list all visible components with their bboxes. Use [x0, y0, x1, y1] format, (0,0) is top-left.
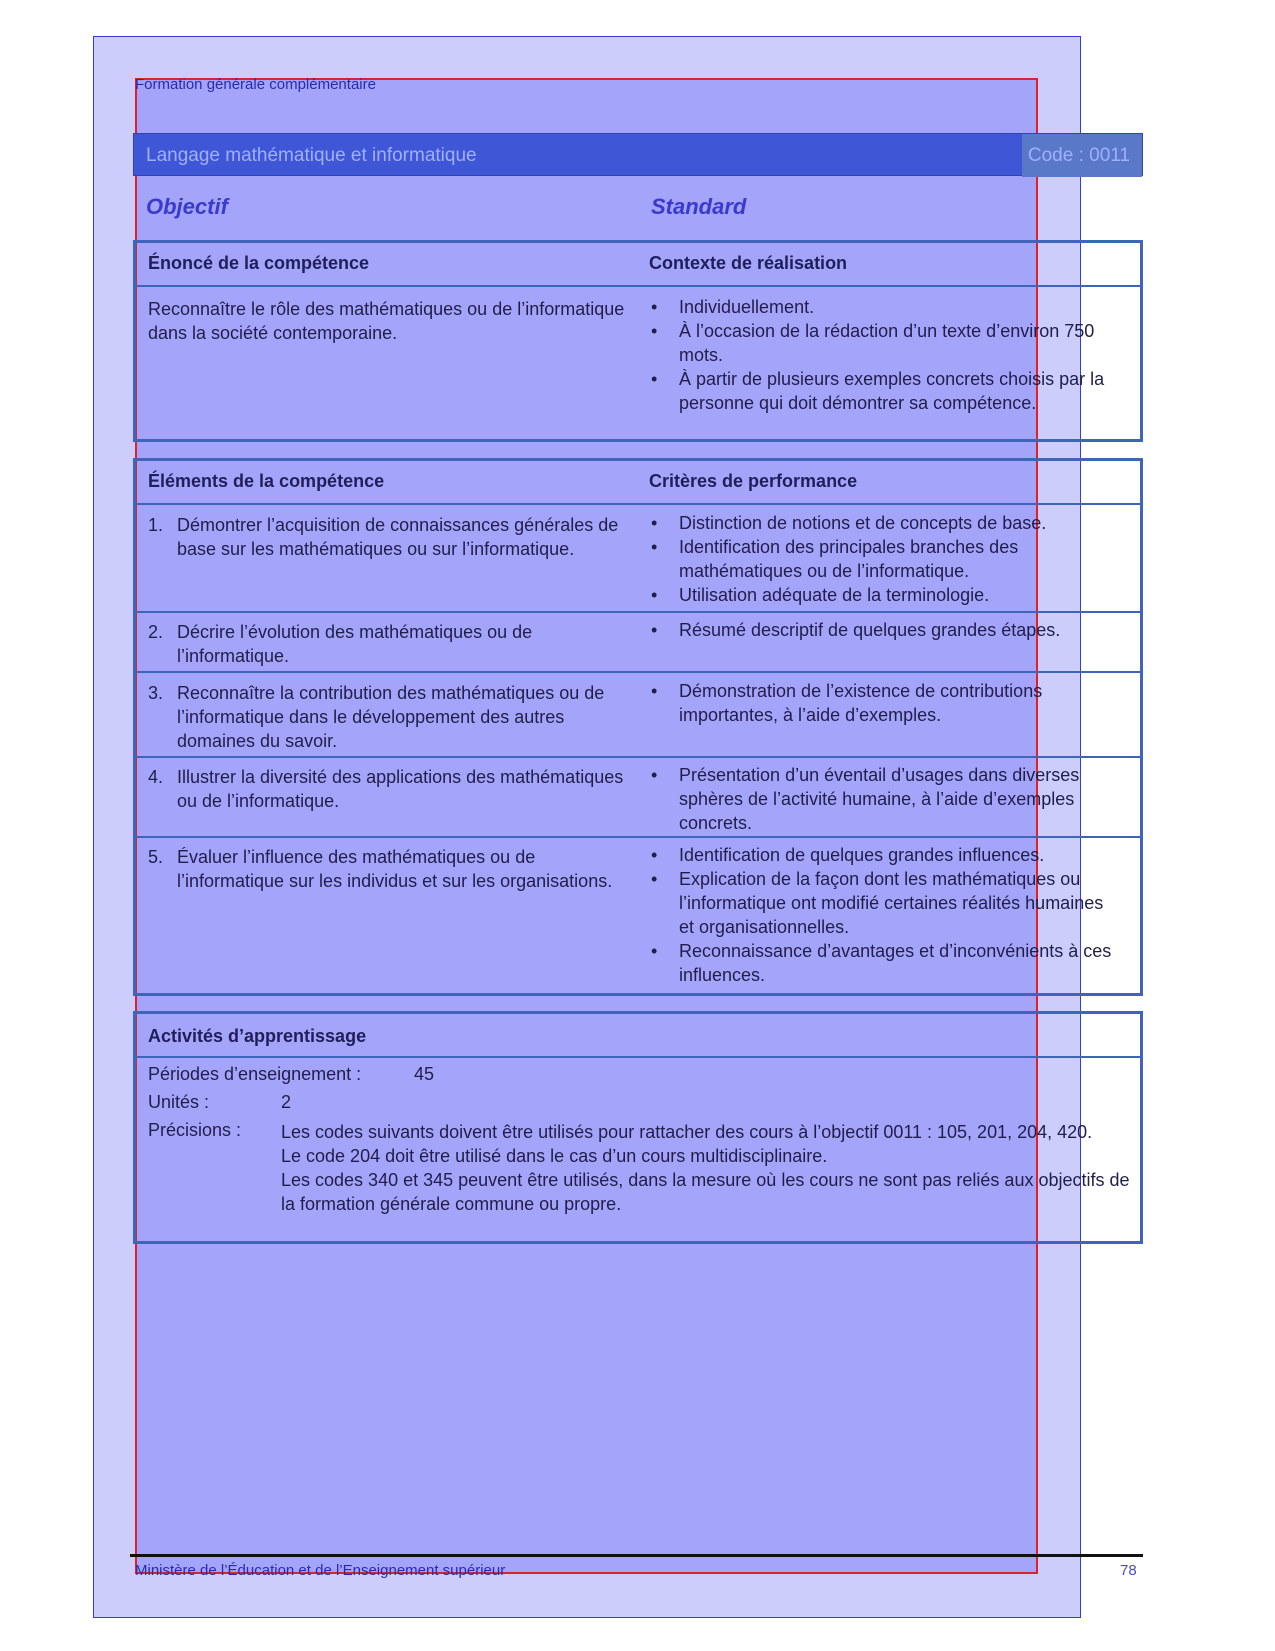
element-text: Évaluer l’influence des mathématiques ou de l’informatique sur les individus et sur les organisations.	[177, 847, 613, 891]
element-row-5	[148, 845, 628, 893]
contexte-header: Contexte de réalisation	[649, 253, 848, 273]
running-header: Formation générale complémentaire	[135, 76, 376, 93]
page-number: 78	[1120, 1562, 1137, 1579]
objectif-label: Objectif	[146, 194, 228, 219]
criterion: • Identification de quelques grandes influences.	[649, 843, 1119, 867]
element-text: Démontrer l’acquisition de connaissances générales de base sur les mathématiques ou sur l’informatique.	[177, 515, 619, 559]
elements-header	[136, 461, 1140, 505]
title-bar	[133, 133, 1143, 176]
units-label: Unités :	[148, 1092, 210, 1112]
elements-header-label: Éléments de la compétence	[148, 471, 385, 491]
row-divider	[136, 611, 1140, 613]
course-title: Langage mathématique et informatique	[146, 145, 477, 166]
criteria-row-5	[649, 843, 1119, 987]
activities-header	[136, 1014, 1140, 1058]
element-text: Illustrer la diversité des applications des mathématiques ou de l’informatique.	[177, 767, 624, 811]
context-item: • Individuellement.	[649, 295, 1119, 319]
units-value: 2	[281, 1092, 292, 1112]
competence-statement: Reconnaître le rôle des mathématiques ou de l’informatique dans la société contemporaine.	[148, 299, 625, 343]
precision-item: Les codes suivants doivent être utilisés pour rattacher des cours à l’objectif 0011 : 105, 201, 204, 420.	[281, 1122, 1093, 1142]
competence-box	[133, 240, 1143, 442]
activities-header-label: Activités d’apprentissage	[148, 1026, 367, 1046]
element-text: Reconnaître la contribution des mathématiques ou de l’informatique dans le développement des autres domaines du savoir.	[177, 683, 605, 751]
row-divider	[136, 671, 1140, 673]
competence-header	[136, 243, 1140, 287]
element-number: 1.	[148, 515, 164, 535]
criteria-row-1	[649, 511, 1119, 607]
criterion: • Résumé descriptif de quelques grandes étapes.	[649, 618, 1119, 642]
element-row-2	[148, 620, 628, 668]
criterion: • Présentation d’un éventail d’usages dans diverses sphères de l’activité humaine, à l’aide d’exemples concrets.	[649, 763, 1119, 835]
row-divider	[136, 836, 1140, 838]
enonce-header: Énoncé de la compétence	[148, 253, 370, 273]
footer-rule	[130, 1554, 1143, 1557]
element-number: 4.	[148, 767, 164, 787]
standard-label: Standard	[651, 194, 747, 219]
element-row-3	[148, 681, 628, 753]
criterion: • Distinction de notions et de concepts de base.	[649, 511, 1119, 535]
element-number: 3.	[148, 683, 164, 703]
criterion: • Utilisation adéquate de la terminologie.	[649, 583, 1119, 607]
elements-box	[133, 458, 1143, 996]
activities-box	[133, 1011, 1143, 1244]
element-text: Décrire l’évolution des mathématiques ou de l’informatique.	[177, 622, 533, 666]
course-code: Code : 0011	[1027, 145, 1130, 166]
element-number: 2.	[148, 622, 164, 642]
element-row-1	[148, 513, 628, 561]
criterion: • Identification des principales branches des mathématiques ou de l’informatique.	[649, 535, 1119, 583]
precisions-list	[281, 1120, 1131, 1216]
periods-value: 45	[414, 1064, 435, 1084]
precision-item: Le code 204 doit être utilisé dans le cas d’un cours multidisciplinaire.	[281, 1146, 828, 1166]
criterion: • Explication de la façon dont les mathématiques ou l’informatique ont modifié certaines réalités humaines et organisationnelles.	[649, 867, 1119, 939]
row-divider	[136, 756, 1140, 758]
context-item: • À partir de plusieurs exemples concrets choisis par la personne qui doit démontrer sa compétence.	[649, 367, 1119, 415]
context-item: • À l’occasion de la rédaction d’un texte d’environ 750 mots.	[649, 319, 1119, 367]
criterion: • Démonstration de l’existence de contributions importantes, à l’aide d’exemples.	[649, 679, 1119, 727]
precisions-label: Précisions :	[148, 1120, 242, 1140]
criterion: • Reconnaissance d’avantages et d’inconvénients à ces influences.	[649, 939, 1119, 987]
element-row-4	[148, 765, 628, 813]
element-number: 5.	[148, 847, 164, 867]
criteria-row-3	[649, 679, 1119, 727]
criteria-header-label: Critères de performance	[649, 471, 858, 491]
context-list	[649, 295, 1119, 415]
periods-label: Périodes d’enseignement :	[148, 1064, 362, 1084]
criteria-row-2	[649, 618, 1119, 642]
footer-ministry: Ministère de l’Éducation et de l’Enseignement supérieur	[135, 1562, 506, 1579]
precision-item: Les codes 340 et 345 peuvent être utilisés, dans la mesure où les cours ne sont pas reliés aux objectifs de la formation générale commune ou propre.	[281, 1170, 1130, 1214]
criteria-row-4	[649, 763, 1119, 835]
